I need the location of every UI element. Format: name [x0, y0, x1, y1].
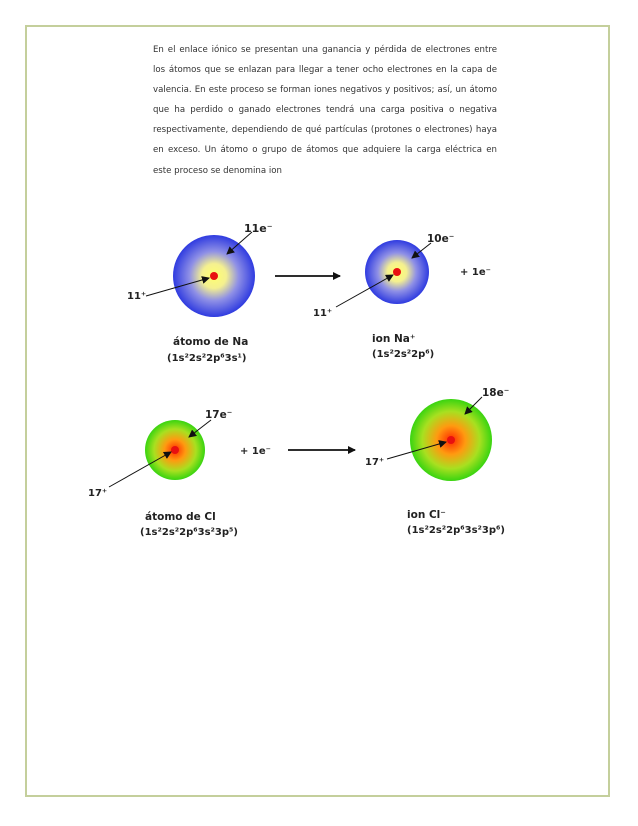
- sodium-atom-config: (1s²2s²2p⁶3s¹): [167, 353, 247, 364]
- chlorine-ion: [365, 387, 509, 536]
- sodium-ion: [313, 233, 454, 360]
- sodium-atom-protons: 11⁺: [127, 291, 147, 302]
- sodium-released-electron: + 1e⁻: [460, 267, 491, 278]
- sodium-atom-nucleus: [210, 272, 218, 280]
- chlorine-ion-protons: 17⁺: [365, 457, 385, 468]
- chlorine-gained-electron: + 1e⁻: [240, 446, 271, 457]
- chlorine-atom-name: átomo de Cl: [145, 511, 216, 523]
- sodium-ion-nucleus: [393, 268, 401, 276]
- intro-paragraph: En el enlace iónico se presentan una ganancia y pérdida de electrones entre los átomos que se enlazan para llegar a tener ocho electrones en la capa de valencia. En este proceso se forman iones negativos y positivos; así, un átomo que ha perdido o ganado electrones tendrá una carga positiva o negativa respectivamente, dependiendo de qué partículas (protones o electrones) haya en exceso. Un átomo o grupo de átomos que adquiere la carga eléctrica en este proceso se denomina ion: [153, 45, 497, 176]
- sodium-atom: [127, 222, 273, 364]
- sodium-atom-name: átomo de Na: [173, 336, 249, 348]
- sodium-ion-electrons: 10e⁻: [427, 233, 455, 245]
- chlorine-atom-protons: 17⁺: [88, 488, 108, 499]
- chlorine-atom-nucleus: [171, 446, 179, 454]
- chlorine-ion-name: ion Cl⁻: [407, 509, 446, 521]
- chlorine-ion-nucleus: [447, 436, 455, 444]
- sodium-atom-electrons: 11e⁻: [244, 222, 273, 235]
- sodium-ion-name: ion Na⁺: [372, 333, 416, 345]
- chlorine-atom-electrons: 17e⁻: [205, 409, 233, 421]
- sodium-ion-protons: 11⁺: [313, 308, 333, 319]
- chlorine-atom-config: (1s²2s²2p⁶3s²3p⁵): [140, 527, 239, 538]
- sodium-ion-config: (1s²2s²2p⁶): [372, 349, 435, 360]
- chlorine-atom: [88, 409, 238, 538]
- chlorine-ion-electrons: 18e⁻: [482, 387, 510, 399]
- chlorine-ion-config: (1s²2s²2p⁶3s²3p⁶): [407, 525, 506, 536]
